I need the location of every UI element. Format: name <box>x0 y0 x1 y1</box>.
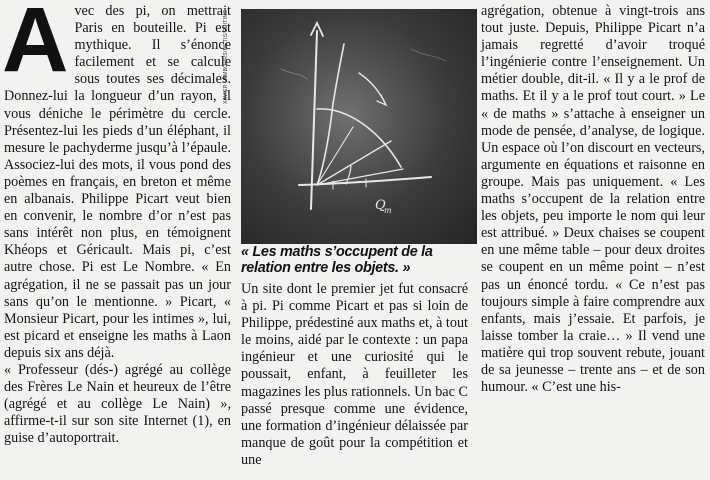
article-column-1 <box>2 0 231 447</box>
article-column-3 <box>481 3 705 396</box>
photo-caption: « Les maths s’occupent de la relation entre les objets. » <box>241 244 433 276</box>
article-paragraph: Un site dont le premier jet fut consacré à pi. Pi comme Picart et pas si loin de Philippe, prédestiné aux maths et, à tout le moins, aidé par le contexte : un papa ingénieur et une curiosité qui le poussait, enfant, à feuilleter les magazines les plus rationnels. Un bac C passé presque comme une évidence, une formation d’ingénieur délaissée par manque de goût pour la compétition et une <box>241 281 468 468</box>
article-paragraph <box>2 0 231 362</box>
drop-cap: A <box>2 0 69 91</box>
article-column-2 <box>241 281 468 469</box>
board-label: Q <box>375 198 386 213</box>
photo-credit: XAVIER LAMBOURS/METIS/EDITING <box>223 9 229 104</box>
blackboard-graph-drawing <box>241 9 477 244</box>
blackboard-photo <box>241 9 477 244</box>
article-text: vec des pi, on mettrait Paris en bouteille. Pi est mythique. Il s’énonce facilement et se calcule sous toutes ses décimales. Donnez-lui la longueur d’un rayon, il vous déniche le périmètre du cercle. Présentez-lui les pieds d’un éléphant, il mesure le pachyderme jusqu’à l’épaule. Associez-lui des mots, il vous pond des poèmes en français, en breton et même en albanais. Philippe Picart veut bien en convenir, le nombre d’or n’est pas sans intérêt non plus, en témoignent Khéops et Géricault. Mais pi, c’est autre chose. Pi est Le Nombre. « En agrégation, il ne se passait pas un jour sans qu’on le mentionne. » Picart, « Monsieur Picart, pour les intimes », lui, est picard et enseigne les maths à Laon depuis six ans déjà. <box>4 3 231 361</box>
article-paragraph: « Professeur (dés-) agrégé au collège des Frères Le Nain et heureux de l’être (agrégé et au collège Le Nain) », affirme-t-il sur son site Internet (1), en guise d’autoportrait. <box>4 361 231 447</box>
board-label-subscript: m <box>384 206 392 215</box>
article-paragraph: agrégation, obtenue à vingt-trois ans tout juste. Depuis, Philippe Picart n’a jamais regretté d’avoir troqué l’ingénierie contre l’enseignement. Un métier double, dit-il. « Il y a le prof de maths. Et il y a le prof tout court. » Le « de maths » s’attache à enseigner un mode de pensée, d’analyse, de logique. Un espace où l’on discourt en vecteurs, argumente en équations et raisonne en groupe. Mais pas uniquement. « Les maths s’occupent de la relation entre les objets, peu importe le nom qui leur est attribué. » Deux chaises se coupent en une même table – pour deux droites se coupent en un même point – n’est pas un énoncé tordu. « Ce n’est pas toujours simple à faire comprendre aux enfants, mais j’essaie. Et parfois, je laisse tomber la craie… » Il vend une matière qui trop souvent rebute, jouant de sa jeunesse – trente ans – et de son humour. « C’est une his- <box>481 3 705 396</box>
